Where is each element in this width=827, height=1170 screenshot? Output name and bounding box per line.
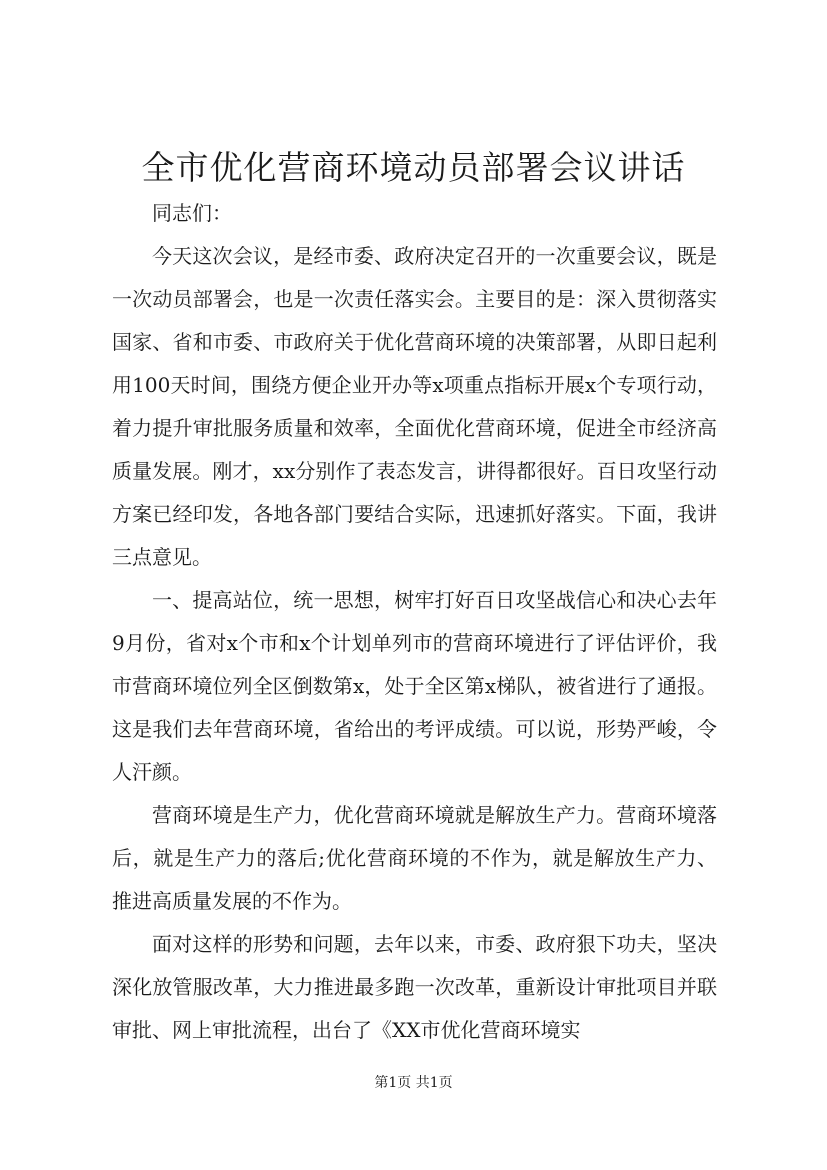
body-paragraph: 一、提高站位，统一思想，树牢打好百日攻坚战信心和决心去年9月份，省对x个市和x个计划单列市的营商环境进行了评估评价，我市营商环境位列全区倒数第x，处于全区第x梯队，被省进行了通报。这是我们去年营商环境，省给出的考评成绩。可以说，形势严峻，令人汗颜。 bbox=[112, 588, 717, 784]
body-paragraph: 今天这次会议，是经市委、政府决定召开的一次重要会议，既是一次动员部署会，也是一次责任落实会。主要目的是：深入贯彻落实国家、省和市委、市政府关于优化营商环境的决策部署，从即日起利用100天时间，围绕方便企业开办等x项重点指标开展x个专项行动，着力提升审批服务质量和效率，全面优化营商环境，促进全市经济高质量发展。刚才，xx分别作了表态发言，讲得都很好。百日攻坚行动方案已经印发，各地各部门要结合实际，迅速抓好落实。下面，我讲三点意见。 bbox=[112, 244, 717, 569]
body-paragraph: 面对这样的形势和问题，去年以来，市委、政府狠下功夫，坚决深化放管服改革，大力推进最多跑一次改革，重新设计审批项目并联审批、网上审批流程，出台了《XX市优化营商环境实 bbox=[112, 932, 717, 1042]
document-body bbox=[112, 192, 717, 1052]
document-title: 全市优化营商环境动员部署会议讲话 bbox=[141, 148, 686, 187]
salutation-paragraph: 同志们： bbox=[152, 201, 232, 225]
page-indicator: 第1页 共1页 bbox=[374, 1075, 453, 1091]
body-paragraph: 营商环境是生产力，优化营商环境就是解放生产力。营商环境落后，就是生产力的落后;优化营商环境的不作为，就是解放生产力、推进高质量发展的不作为。 bbox=[112, 803, 717, 913]
